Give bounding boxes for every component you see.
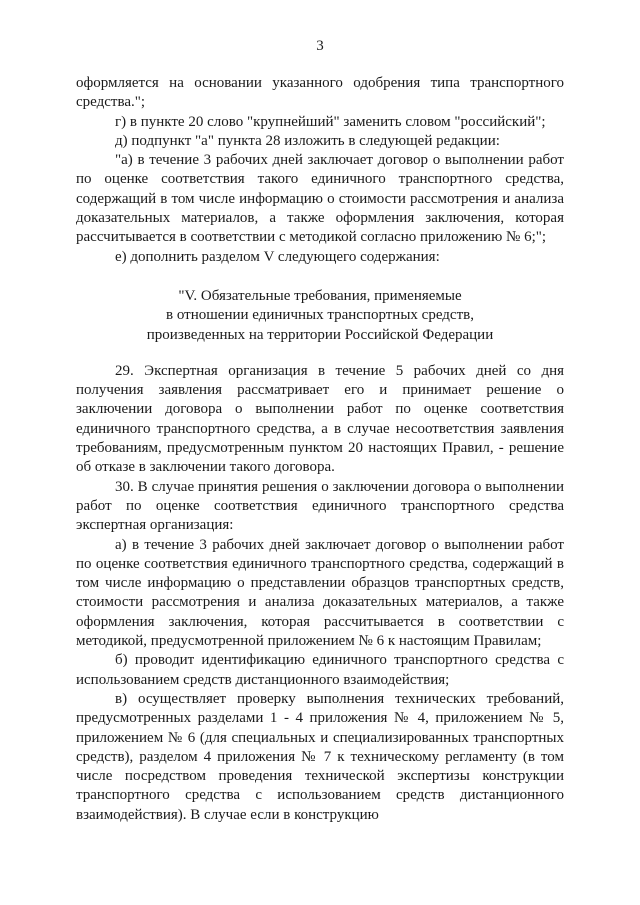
document-body (76, 74, 564, 825)
paragraph-item-d: д) подпункт "а" пункта 28 изложить в следующей редакции: (115, 132, 500, 149)
paragraph-item-e: е) дополнить разделом V следующего содержания: (115, 248, 440, 265)
page-number: 3 (316, 38, 324, 54)
paragraph: оформляется на основании указанного одобрения типа транспортного средства."; (76, 75, 564, 111)
section-heading (76, 287, 564, 345)
paragraph-subclause-a: а) в течение 3 рабочих дней заключает договор о выполнении работ по оценке соответствия единичного транспортного средства, содержащий в том числе информацию о представлении образцов транспортных средств, стоимости рассмотрения и анализа доказательных материалов, а также оформления заключения, которая рассчитывается в соответствии с методикой, предусмотренной приложением № 6 к настоящим Правилам; (76, 536, 564, 650)
section-heading-line-2: в отношении единичных транспортных средств, (166, 307, 474, 324)
paragraph-clause-29: 29. Экспертная организация в течение 5 рабочих дней со дня получения заявления рассматривает его и принимает решение о заключении договора о выполнении работ по оценке соответствия единичного транспортного средства, а в случае несоответствия заявления требованиям, предусмотренным пунктом 20 настоящих Правил, - решение об отказе в заключении такого договора. (76, 362, 564, 476)
paragraph-quoted-a: "а) в течение 3 рабочих дней заключает договор о выполнении работ по оценке соответствия такого единичного транспортного средства, содержащий в том числе информацию о стоимости рассмотрения и анализа доказательных материалов, а также оформления заключения, которая рассчитывается в соответствии с методикой согласно приложению № 6;"; (76, 152, 564, 246)
paragraph-item-g: г) в пункте 20 слово "крупнейший" заменить словом "российский"; (115, 113, 546, 130)
section-heading-line-1: "V. Обязательные требования, применяемые (178, 287, 462, 304)
section-heading-line-3: произведенных на территории Российской Федерации (146, 326, 494, 343)
paragraph-subclause-v: в) осуществляет проверку выполнения технических требований, предусмотренных разделами 1 - 4 приложения № 4, приложением № 5, приложением № 6 (для специальных и специализированных транспортных средств), разделом 4 приложения № 7 к техническому регламенту (в том числе посредством проведения технической экспертизы конструкции транспортного средства с использованием средств дистанционного взаимодействия). В случае если в конструкцию (76, 690, 564, 823)
paragraph-clause-30: 30. В случае принятия решения о заключении договора о выполнении работ по оценке соответствия единичного транспортного средства экспертная организация: (76, 478, 564, 534)
paragraph-subclause-b: б) проводит идентификацию единичного транспортного средства с использованием средств дистанционного взаимодействия; (76, 652, 564, 688)
